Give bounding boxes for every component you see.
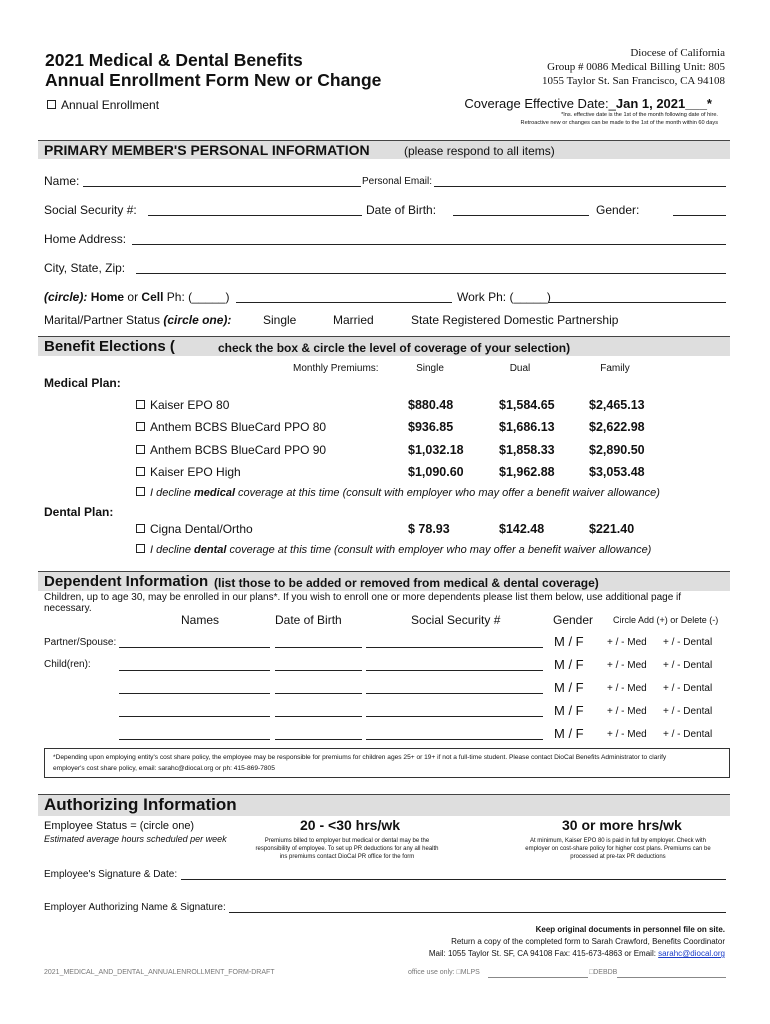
gender-mf[interactable]: M / F <box>554 657 584 672</box>
medical-plan-option[interactable] <box>136 443 326 457</box>
benefits-section-bar <box>38 336 730 356</box>
or-text: or <box>127 290 139 304</box>
cell-option[interactable]: Cell <box>141 290 164 304</box>
price-dual[interactable]: $1,962.88 <box>499 465 555 479</box>
dependent-name-field[interactable] <box>119 716 270 717</box>
annual-enrollment-label: Annual Enrollment <box>61 98 160 112</box>
form-title-line2: Annual Enrollment Form New or Change <box>45 70 382 90</box>
coverage-note-1: *Ins. effective date is the 1st of the month following date of hire. <box>561 112 718 118</box>
office-use-line-1[interactable] <box>488 977 588 978</box>
annual-enrollment-option[interactable] <box>47 98 159 112</box>
benefits-heading: Benefit Elections ( <box>44 338 175 355</box>
authorizing-heading: Authorizing Information <box>44 795 237 814</box>
dependent-name-field[interactable] <box>119 647 270 648</box>
col-dual: Dual <box>509 363 531 374</box>
decline-medical-word: medical <box>194 487 235 499</box>
dental-toggle[interactable]: + / - Dental <box>663 683 713 694</box>
status-domestic[interactable]: State Registered Domestic Partnership <box>411 313 619 327</box>
dependent-dob-field[interactable] <box>275 739 362 740</box>
plan-checkbox[interactable] <box>136 445 145 454</box>
dependent-footnote-box <box>44 748 730 778</box>
coverage-date <box>464 96 712 111</box>
dob-field[interactable] <box>453 215 589 216</box>
dependent-dob-field[interactable] <box>275 716 362 717</box>
personal-heading: PRIMARY MEMBER'S PERSONAL INFORMATION <box>44 142 370 158</box>
status-single[interactable]: Single <box>263 313 297 327</box>
decline-dental[interactable] <box>136 544 651 556</box>
dental-price-single[interactable]: $ 78.93 <box>408 522 450 536</box>
work-phone-label: Work Ph: (_____) <box>457 290 551 304</box>
org-address: 1055 Taylor St. San Francisco, CA 94108 <box>542 75 725 87</box>
hours-label: Estimated average hours scheduled per week <box>44 834 227 844</box>
dependent-ssn-field[interactable] <box>366 716 543 717</box>
plan-name: Anthem BCBS BlueCard PPO 90 <box>150 443 327 457</box>
phone-row <box>44 290 229 304</box>
plan-name: Anthem BCBS BlueCard PPO 80 <box>150 420 327 434</box>
medical-plan-option[interactable] <box>136 398 229 412</box>
price-dual[interactable]: $1,858.33 <box>499 443 555 457</box>
city-label: City, State, Zip: <box>44 261 126 275</box>
medical-plan-label: Medical Plan: <box>44 376 121 390</box>
price-family[interactable]: $2,622.98 <box>589 420 645 434</box>
home-cell-phone-label: Ph: (_____) <box>166 290 230 304</box>
marital-label: Marital/Partner Status <box>44 313 161 327</box>
name-label: Name: <box>44 174 80 188</box>
home-address-field[interactable] <box>132 244 726 245</box>
plan-name: Kaiser EPO High <box>150 465 241 479</box>
med-toggle[interactable]: + / - Med <box>607 637 647 648</box>
plan-name: Kaiser EPO 80 <box>150 398 230 412</box>
name-field[interactable] <box>83 186 361 187</box>
dependent-intro-2: necessary. <box>44 603 92 614</box>
price-family[interactable]: $2,465.13 <box>589 398 645 412</box>
office-use: office use only: □MLPS <box>408 969 480 976</box>
coverage-note-2: Retroactive new or changes can be made to the 1st of the month within 60 days <box>520 120 718 126</box>
medical-plan-option[interactable] <box>136 420 326 434</box>
office-use-line-2[interactable] <box>617 977 726 978</box>
dental-plan-label: Dental Plan: <box>44 505 114 519</box>
employer-signature-label: Employer Authorizing Name & Signature: <box>44 902 226 913</box>
dental-plan-option[interactable] <box>136 522 253 536</box>
price-family[interactable]: $3,053.48 <box>589 465 645 479</box>
decline-text: I decline <box>150 487 195 499</box>
med-toggle[interactable]: + / - Med <box>607 706 647 717</box>
col-family: Family <box>600 363 630 374</box>
dependent-footnote-1: *Depending upon employing entity's cost share policy, the employee may be responsible for premiums for children ages 25+ or 19+ if not a full-time student. Please contact DioCal Benefits Administrator to clarify <box>53 754 667 761</box>
col-dob: Date of Birth <box>275 613 342 627</box>
employee-status-label: Employee Status = (circle one) <box>44 820 195 832</box>
footer-return: Return a copy of the completed form to Sarah Crawford, Benefits Coordinator <box>451 937 725 946</box>
circle-one-label: (circle one): <box>163 313 232 327</box>
coverage-label: Coverage Effective Date:_ <box>464 96 616 111</box>
dependent-dob-field[interactable] <box>275 693 362 694</box>
decline-text-rest: coverage at this time (consult with employer who may offer a benefit waiver allowance) <box>235 487 660 499</box>
dental-price-dual[interactable]: $142.48 <box>499 522 545 536</box>
col-gender: Gender <box>553 613 594 627</box>
option-20-30-note: Premiums billed to employer but medical or dental may be the responsibility of employee. To set up PR deductions for any all health ins premiums contact DioCal PR office for the form <box>255 838 439 860</box>
employee-signature-label: Employee's Signature & Date: <box>44 869 178 880</box>
org-name: Diocese of California <box>630 47 725 59</box>
option-30-plus-note: At minimum, Kaiser EPO 80 is paid in full by employer. Check with employer on cost-share policy for higher cost plans. Premiums can be processed at pre-tax PR deductions <box>525 838 711 860</box>
dependent-heading: Dependent Information <box>44 573 209 590</box>
dependent-heading-note: (list those to be added or removed from medical & dental coverage) <box>214 576 599 590</box>
coverage-date-value: Jan 1, 2021___* <box>615 96 712 111</box>
benefits-heading-rest: check the box & circle the level of coverage of your selection) <box>218 341 571 355</box>
dependent-name-field[interactable] <box>119 670 270 671</box>
gender-field[interactable] <box>673 215 726 216</box>
price-family[interactable]: $2,890.50 <box>589 443 645 457</box>
home-address-label: Home Address: <box>44 232 127 246</box>
dependent-ssn-field[interactable] <box>366 670 543 671</box>
marital-row <box>44 313 231 327</box>
decline-text: I decline <box>150 544 195 556</box>
col-ssn: Social Security # <box>411 613 501 627</box>
children-label: Child(ren): <box>44 659 91 670</box>
col-circle: Circle Add (+) or Delete (-) <box>613 615 719 625</box>
price-single[interactable]: $880.48 <box>408 398 454 412</box>
gender-label: Gender: <box>596 203 640 217</box>
decline-medical[interactable] <box>136 487 660 499</box>
dental-toggle[interactable]: + / - Dental <box>663 660 713 671</box>
email-label: Personal Email: <box>362 176 433 187</box>
personal-section-bar <box>38 140 730 159</box>
footer-email-link[interactable]: sarahc@diocal.org <box>658 949 725 958</box>
price-dual[interactable]: $1,584.65 <box>499 398 555 412</box>
group-info: Group # 0086 Medical Billing Unit: 805 <box>547 61 725 73</box>
dependent-intro-1: Children, up to age 30, may be enrolled in our plans*. If you wish to enroll one or more dependents please list them below, use additional page if <box>44 592 682 603</box>
dependent-ssn-field[interactable] <box>366 739 543 740</box>
employer-signature-field[interactable] <box>229 912 726 913</box>
form-title-line1: 2021 Medical & Dental Benefits <box>45 50 303 70</box>
gender-mf[interactable]: M / F <box>554 726 584 741</box>
dependent-section-bar <box>38 571 730 591</box>
dental-plan-name: Cigna Dental/Ortho <box>150 522 253 536</box>
plan-checkbox[interactable] <box>136 422 145 431</box>
email-field[interactable] <box>434 186 726 187</box>
gender-mf[interactable]: M / F <box>554 634 584 649</box>
med-toggle[interactable]: + / - Med <box>607 683 647 694</box>
col-names: Names <box>181 613 220 627</box>
home-option[interactable]: Home <box>90 290 125 304</box>
dob-label: Date of Birth: <box>366 203 437 217</box>
decline-dental-word: dental <box>194 544 227 556</box>
city-field[interactable] <box>136 273 726 274</box>
col-single: Single <box>416 363 444 374</box>
med-toggle[interactable]: + / - Med <box>607 729 647 740</box>
personal-heading-note: (please respond to all items) <box>404 144 555 158</box>
option-20-30[interactable]: 20 - <30 hrs/wk <box>300 817 401 833</box>
employee-signature-field[interactable] <box>181 879 726 880</box>
gender-mf[interactable]: M / F <box>554 703 584 718</box>
plan-checkbox[interactable] <box>136 467 145 476</box>
dependent-name-field[interactable] <box>119 739 270 740</box>
decline-dental-checkbox[interactable] <box>136 544 145 553</box>
dental-toggle[interactable]: + / - Dental <box>663 729 713 740</box>
status-married[interactable]: Married <box>333 313 374 327</box>
price-single[interactable]: $1,090.60 <box>408 465 464 479</box>
dental-toggle[interactable]: + / - Dental <box>663 706 713 717</box>
dependent-footnote-2: employer's cost share policy, email: sarahc@diocal.org or ph: 415-869-7805 <box>53 765 275 772</box>
dependent-name-field[interactable] <box>119 693 270 694</box>
home-cell-phone-field[interactable] <box>236 302 452 303</box>
dental-toggle[interactable]: + / - Dental <box>663 637 713 648</box>
plan-checkbox[interactable] <box>136 400 145 409</box>
footer-mail <box>429 949 725 958</box>
dependent-dob-field[interactable] <box>275 670 362 671</box>
med-toggle[interactable]: + / - Med <box>607 660 647 671</box>
dependent-ssn-field[interactable] <box>366 693 543 694</box>
decline-medical-checkbox[interactable] <box>136 487 145 496</box>
circle-label: (circle): <box>44 290 88 304</box>
dental-price-family[interactable]: $221.40 <box>589 522 635 536</box>
office-debdb: □DEBDB <box>589 969 618 976</box>
price-single[interactable]: $1,032.18 <box>408 443 464 457</box>
dental-checkbox[interactable] <box>136 524 145 533</box>
dependent-dob-field[interactable] <box>275 647 362 648</box>
footer-mail-text: Mail: 1055 Taylor St. SF, CA 94108 Fax: 415-673-4863 or Email: <box>428 949 659 958</box>
work-phone-field[interactable] <box>548 302 726 303</box>
footer-keep: Keep original documents in personnel file on site. <box>535 925 725 934</box>
monthly-premiums-label: Monthly Premiums: <box>293 363 379 374</box>
annual-enrollment-checkbox[interactable] <box>47 100 56 109</box>
partner-label: Partner/Spouse: <box>44 637 117 648</box>
medical-plan-option[interactable] <box>136 465 241 479</box>
decline-text-rest: coverage at this time (consult with employer who may offer a benefit waiver allowance) <box>226 544 652 556</box>
dependent-ssn-field[interactable] <box>366 647 543 648</box>
footer-filename: 2021_MEDICAL_AND_DENTAL_ANNUALENROLLMENT_FORM-DRAFT <box>44 969 275 976</box>
gender-mf[interactable]: M / F <box>554 680 584 695</box>
authorizing-section-bar <box>38 794 730 816</box>
option-30-plus[interactable]: 30 or more hrs/wk <box>562 817 682 833</box>
ssn-field[interactable] <box>148 215 362 216</box>
ssn-label: Social Security #: <box>44 203 137 217</box>
price-dual[interactable]: $1,686.13 <box>499 420 555 434</box>
price-single[interactable]: $936.85 <box>408 420 454 434</box>
